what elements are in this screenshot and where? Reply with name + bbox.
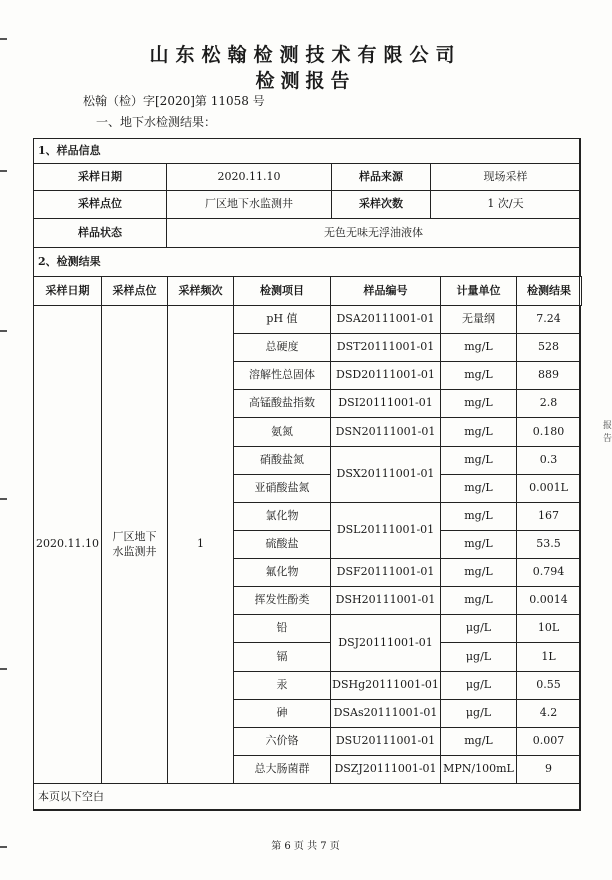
section-heading: 一、地下水检测结果： — [96, 115, 217, 129]
test-item-cell: pH 值 — [233, 305, 331, 334]
sample-id-cell: DSH20111001-01 — [330, 586, 441, 615]
test-item-cell: 砷 — [233, 699, 331, 728]
test-item-cell: 镉 — [233, 642, 331, 672]
unit-cell: μg/L — [440, 642, 517, 672]
sample-source-value: 现场采样 — [430, 163, 581, 191]
unit-cell: 无量纲 — [440, 305, 517, 334]
sampling-point-value: 厂区地下水监测井 — [166, 190, 332, 219]
result-cell: 889 — [516, 361, 581, 390]
sample-id-cell: DSD20111001-01 — [330, 361, 441, 390]
sampling-date-cell: 2020.11.10 — [33, 305, 102, 784]
result-cell: 53.5 — [516, 530, 581, 559]
sample-id-cell: DSN20111001-01 — [330, 417, 441, 447]
unit-cell: mg/L — [440, 586, 517, 615]
test-item-cell: 硝酸盐氮 — [233, 446, 331, 475]
header-sampling-frequency: 采样频次 — [167, 276, 234, 306]
unit-cell: mg/L — [440, 446, 517, 475]
test-item-cell: 总硬度 — [233, 333, 331, 362]
sample-source-label: 样品来源 — [331, 163, 431, 191]
test-item-cell: 六价铬 — [233, 727, 331, 756]
header-sample-id: 样品编号 — [330, 276, 441, 306]
sample-id-cell: DSI20111001-01 — [330, 389, 441, 418]
unit-cell: mg/L — [440, 361, 517, 390]
result-cell: 0.007 — [516, 727, 581, 756]
test-item-cell: 汞 — [233, 671, 331, 700]
header-result: 检测结果 — [516, 276, 582, 306]
company-name: 山东松翰检测技术有限公司 — [149, 44, 462, 66]
test-item-cell: 溶解性总固体 — [233, 361, 331, 390]
binding-mark — [0, 846, 7, 848]
result-cell: 4.2 — [516, 699, 581, 728]
result-cell: 9 — [516, 755, 581, 784]
unit-cell: mg/L — [440, 474, 517, 503]
result-cell: 0.794 — [516, 558, 581, 587]
result-cell: 10L — [516, 614, 581, 643]
unit-cell: mg/L — [440, 530, 517, 559]
report-number: 松翰（检）字[2020]第 11058 号 — [83, 94, 265, 108]
result-cell: 0.180 — [516, 417, 581, 447]
unit-cell: mg/L — [440, 417, 517, 447]
sample-id-cell: DSA20111001-01 — [330, 305, 441, 334]
header-unit: 计量单位 — [440, 276, 517, 306]
result-cell: 2.8 — [516, 389, 581, 418]
sample-id-cell: DSU20111001-01 — [330, 727, 441, 756]
header-sampling-date: 采样日期 — [33, 276, 102, 306]
sampling-point-cell: 厂区地下水监测井 — [101, 305, 168, 784]
unit-cell: mg/L — [440, 502, 517, 531]
unit-cell: μg/L — [440, 671, 517, 700]
unit-cell: mg/L — [440, 389, 517, 418]
unit-cell: mg/L — [440, 333, 517, 362]
result-cell: 0.0014 — [516, 586, 581, 615]
unit-cell: μg/L — [440, 614, 517, 643]
test-item-cell: 硫酸盐 — [233, 530, 331, 559]
sample-id-cell: DSX20111001-01 — [330, 446, 441, 503]
result-cell: 1L — [516, 642, 581, 672]
header-sampling-point: 采样点位 — [101, 276, 168, 306]
header-test-item: 检测项目 — [233, 276, 331, 306]
page-footer: 第 6 页 共 7 页 — [271, 841, 340, 852]
unit-cell: mg/L — [440, 727, 517, 756]
blank-note: 本页以下空白 — [33, 783, 581, 811]
sample-info-title: 1、样品信息 — [33, 138, 581, 164]
binding-mark — [0, 170, 7, 172]
binding-mark — [0, 38, 7, 40]
test-item-cell: 氯化物 — [233, 502, 331, 531]
test-item-cell: 高锰酸盐指数 — [233, 389, 331, 418]
sampling-frequency-cell: 1 — [167, 305, 234, 784]
unit-cell: μg/L — [440, 699, 517, 728]
sample-id-cell: DSZJ20111001-01 — [330, 755, 441, 784]
result-cell: 7.24 — [516, 305, 581, 334]
sampling-point-label: 采样点位 — [33, 190, 167, 219]
results-sheet — [33, 138, 580, 810]
test-item-cell: 铅 — [233, 614, 331, 643]
unit-cell: mg/L — [440, 558, 517, 587]
sample-state-label: 样品状态 — [33, 218, 167, 248]
sample-state-value: 无色无味无浮油液体 — [166, 218, 581, 248]
result-cell: 0.3 — [516, 446, 581, 475]
test-item-cell: 氟化物 — [233, 558, 331, 587]
sampling-date-label: 采样日期 — [33, 163, 167, 191]
binding-mark — [0, 668, 7, 670]
test-item-cell: 总大肠菌群 — [233, 755, 331, 784]
result-cell: 0.55 — [516, 671, 581, 700]
sampling-count-label: 采样次数 — [331, 190, 431, 219]
result-cell: 0.001L — [516, 474, 581, 503]
sample-id-cell: DSF20111001-01 — [330, 558, 441, 587]
sample-id-cell: DSJ20111001-01 — [330, 614, 441, 672]
sampling-count-value: 1 次/天 — [430, 190, 581, 219]
result-cell: 528 — [516, 333, 581, 362]
unit-cell: MPN/100mL — [440, 755, 517, 784]
sample-id-cell: DSAs20111001-01 — [330, 699, 441, 728]
results-title: 2、检测结果 — [33, 247, 581, 277]
sample-id-cell: DST20111001-01 — [330, 333, 441, 362]
report-title: 检测报告 — [255, 70, 356, 92]
sample-id-cell: DSHg20111001-01 — [330, 671, 441, 700]
binding-mark — [0, 330, 7, 332]
sample-id-cell: DSL20111001-01 — [330, 502, 441, 559]
test-item-cell: 亚硝酸盐氮 — [233, 474, 331, 503]
edge-text-fragment: 报告 — [603, 421, 612, 444]
result-cell: 167 — [516, 502, 581, 531]
test-item-cell: 挥发性酚类 — [233, 586, 331, 615]
sampling-date-value: 2020.11.10 — [166, 163, 332, 191]
test-item-cell: 氨氮 — [233, 417, 331, 447]
binding-mark — [0, 498, 7, 500]
